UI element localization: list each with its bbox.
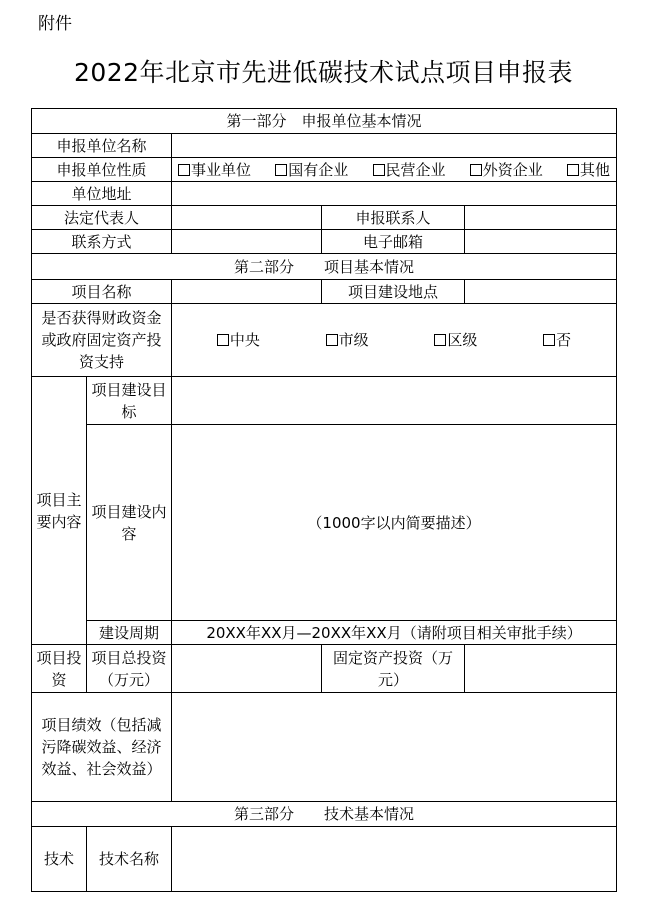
total-investment-label: 项目总投资（万元） [87,645,172,693]
unit-name-label: 申报单位名称 [32,134,172,158]
unit-type-option-public-institution[interactable]: 事业单位 [178,159,251,181]
email-field[interactable] [465,230,617,254]
email-label: 电子邮箱 [322,230,465,254]
section3-header: 第三部分 技术基本情况 [32,802,617,827]
legal-rep-field[interactable] [172,206,322,230]
address-row [32,182,617,206]
fixed-asset-field[interactable] [465,645,617,693]
funding-label: 是否获得财政资金或政府固定资产投资支持 [32,304,172,377]
contact-person-field[interactable] [465,206,617,230]
unit-type-option-private[interactable]: 民营企业 [373,159,446,181]
unit-type-option-other[interactable]: 其他 [567,159,610,181]
tech-name-field[interactable] [172,827,617,892]
construction-content-row [32,425,617,621]
construction-content-hint: （1000字以内简要描述） [307,513,481,532]
address-field[interactable] [172,182,617,206]
unit-type-option-foreign[interactable]: 外资企业 [470,159,543,181]
goal-row [32,377,617,425]
goal-label: 项目建设目标 [87,377,172,425]
form-title: 2022年北京市先进低碳技术试点项目申报表 [73,58,574,87]
contact-method-label: 联系方式 [32,230,172,254]
checkbox-icon[interactable] [275,164,287,176]
performance-field[interactable] [172,693,617,802]
legal-rep-label: 法定代表人 [32,206,172,230]
checkbox-icon[interactable] [543,334,555,346]
project-name-label: 项目名称 [32,280,172,304]
section1-header-row [32,109,617,134]
checkbox-icon[interactable] [217,334,229,346]
funding-row [32,304,617,377]
unit-type-row [32,158,617,182]
period-label: 建设周期 [87,621,172,645]
project-location-label: 项目建设地点 [322,280,465,304]
funding-option-district[interactable]: 区级 [434,329,477,351]
construction-content-field[interactable] [172,425,617,621]
funding-option-municipal[interactable]: 市级 [326,329,369,351]
attachment-label: 附件 [38,14,72,34]
section3-header-row [32,802,617,827]
checkbox-icon[interactable] [567,164,579,176]
tech-name-row [32,827,617,892]
application-form [31,108,617,892]
section2-header: 第二部分 项目基本情况 [32,254,617,280]
total-investment-field[interactable] [172,645,322,693]
contact-method-row [32,230,617,254]
section2-header-row [32,254,617,280]
checkbox-icon[interactable] [373,164,385,176]
legal-rep-row [32,206,617,230]
checkbox-icon[interactable] [326,334,338,346]
tech-name-label: 技术名称 [87,827,172,892]
project-name-row [32,280,617,304]
section1-header: 第一部分 申报单位基本情况 [32,109,617,134]
main-content-label: 项目主要内容 [32,377,87,645]
unit-type-options [172,158,617,182]
funding-option-none[interactable]: 否 [543,329,571,351]
goal-field[interactable] [172,377,617,425]
checkbox-icon[interactable] [178,164,190,176]
contact-method-field[interactable] [172,230,322,254]
performance-row [32,693,617,802]
unit-name-field[interactable] [172,134,617,158]
address-label: 单位地址 [32,182,172,206]
investment-row [32,645,617,693]
checkbox-icon[interactable] [434,334,446,346]
period-value[interactable]: 20XX年XX月—20XX年XX月（请附项目相关审批手续） [172,621,617,645]
construction-content-label: 项目建设内容 [87,425,172,621]
investment-label: 项目投资 [32,645,87,693]
unit-type-label: 申报单位性质 [32,158,172,182]
performance-label: 项目绩效（包括减污降碳效益、经济效益、社会效益） [32,693,172,802]
contact-person-label: 申报联系人 [322,206,465,230]
fixed-asset-label: 固定资产投资（万元） [322,645,465,693]
unit-type-option-state-owned[interactable]: 国有企业 [275,159,348,181]
unit-name-row [32,134,617,158]
checkbox-icon[interactable] [470,164,482,176]
project-name-field[interactable] [172,280,322,304]
tech-label: 技术 [32,827,87,892]
funding-options [172,304,617,377]
project-location-field[interactable] [465,280,617,304]
funding-option-central[interactable]: 中央 [217,329,260,351]
period-row [32,621,617,645]
